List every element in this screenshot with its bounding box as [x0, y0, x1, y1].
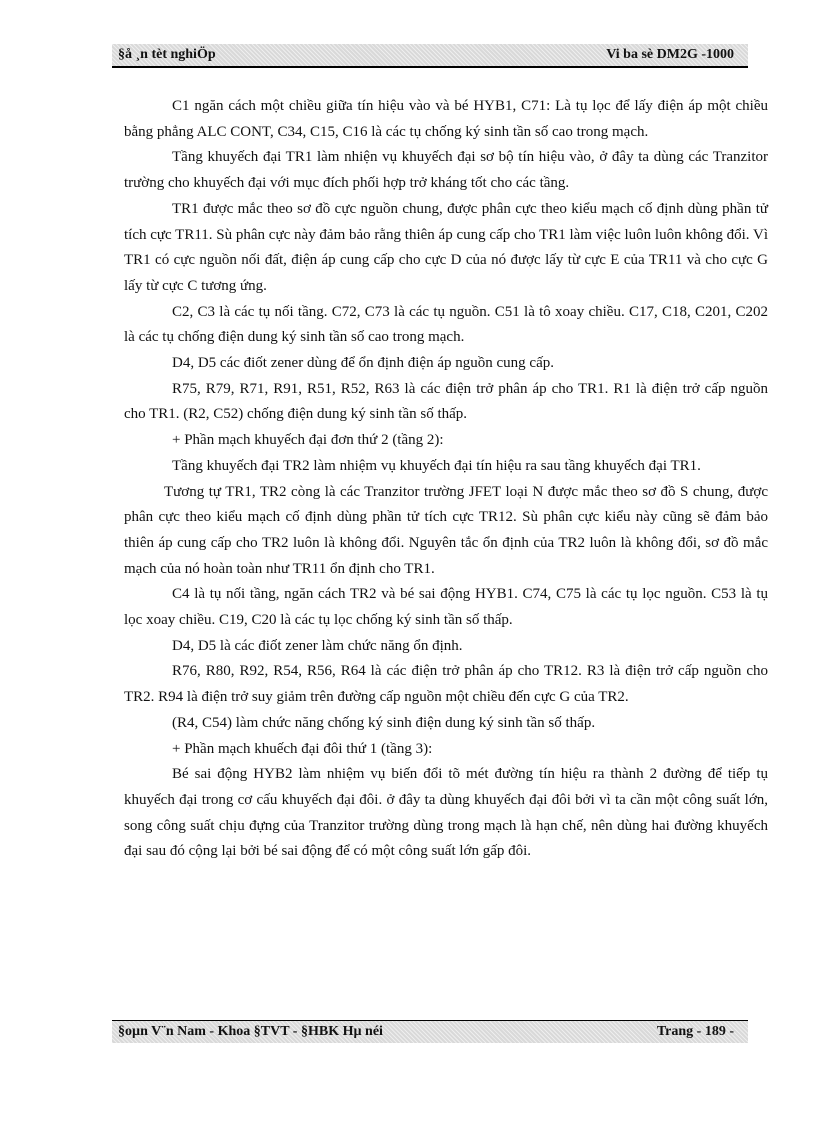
paragraph: Tương tự TR1, TR2 còng là các Tranzitor trường JFET loại N được mắc theo sơ đồ S chung, được phân cực theo kiểu mạch cố định dùng phần tử tích cực TR12. Sù phân cực kiểu này cũng sẽ đảm bảo thiên áp cung cấp cho TR2 luôn là không đổi. Nguyên tắc ổn định của TR2 luôn là không đổi, sơ đồ mắc mạch của nó hoàn toàn như TR11 ổn định cho TR1.: [124, 483, 768, 577]
paragraph: R75, R79, R71, R91, R51, R52, R63 là các điện trở phân áp cho TR1. R1 là điện trở cấp nguồn cho TR1. (R2, C52) chống điện dung ký sinh tần số thấp.: [124, 380, 768, 423]
paragraph: Tầng khuyếch đại TR1 làm nhiện vụ khuyếch đại sơ bộ tín hiệu vào, ở đây ta dùng các Tranzitor trường cho khuyếch đại với mục đích phối hợp trở kháng tốt cho các tầng.: [124, 149, 768, 192]
body-text: [124, 94, 768, 865]
paragraph: C2, C3 là các tụ nối tầng. C72, C73 là các tụ nguồn. C51 là tô xoay chiều. C17, C18, C201, C202 là các tụ chống điện dung ký sinh tần số cao trong mạch.: [124, 303, 768, 346]
paragraph: C4 là tụ nối tầng, ngăn cách TR2 và bé sai động HYB1. C74, C75 là các tụ lọc nguồn. C53 là tụ lọc xoay chiều. C19, C20 là các tụ lọc chống ký sinh tần số thấp.: [124, 586, 768, 629]
paragraph: C1 ngăn cách một chiều giữa tín hiệu vào và bé HYB1, C71: Là tụ lọc để lấy điện áp một chiều bằng phẳng ALC CONT, C34, C15, C16 là các tụ chống ký sinh tần số cao trong mạch.: [124, 98, 768, 140]
paragraph: Bé sai động HYB2 làm nhiệm vụ biến đổi tõ mét đường tín hiệu ra thành 2 đường để tiếp tụ khuyếch đại trong cơ cấu khuyếch đại đôi. ở đây ta dùng khuyếch đại đôi bởi vì ta cần một công suất lớn, song công suất chịu đựng của Tranzitor trường dùng trong mạch là hạn chế, nên dùng hai đường khuyếch đại sau đó cộng lại bởi bé sai động để có một công suất lớn gấp đôi.: [124, 766, 768, 860]
footer-page-number: Trang - 189 -: [656, 1024, 734, 1039]
page-header: [112, 44, 748, 68]
paragraph: Tầng khuyếch đại TR2 làm nhiệm vụ khuyếch đại tín hiệu ra sau tầng khuyếch đại TR1.: [172, 457, 701, 474]
paragraph: (R4, C54) làm chức năng chống ký sinh điện dung ký sinh tần số thấp.: [172, 714, 596, 731]
section-heading: + Phần mạch khuếch đại đôi thứ 1 (tầng 3):: [172, 740, 433, 757]
header-document-title: §å ¸n tèt nghiÖp: [118, 47, 216, 62]
paragraph: R76, R80, R92, R54, R56, R64 là các điện trở phân áp cho TR12. R3 là điện trở cấp nguồn cho TR2. R94 là điện trở suy giảm trên đường cấp nguồn một chiều đến cực G của TR2.: [124, 663, 768, 706]
paragraph: D4, D5 là các điốt zener làm chức năng ổn định.: [172, 637, 463, 654]
header-chapter-title: Vi ba sè DM2G -1000: [606, 47, 734, 62]
paragraph: TR1 được mắc theo sơ đồ cực nguồn chung, được phân cực theo kiểu mạch cố định dùng phần tử tích cực TR11. Sù phân cực này đảm bảo rằng thiên áp cung cấp cho TR1 làm việc luôn luôn không đổi. Vì TR1 có cực nguồn nối đất, điện áp cung cấp cho cực D của nó được lấy từ cực E của TR11 và cho cực G lấy từ cực C tương ứng.: [124, 200, 768, 294]
footer-author: §oµn V¨n Nam - Khoa §TVT - §HBK Hµ néi: [118, 1024, 383, 1039]
section-heading: + Phần mạch khuyếch đại đơn thứ 2 (tầng 2):: [172, 432, 444, 449]
paragraph: D4, D5 các điốt zener dùng để ổn định điện áp nguồn cung cấp.: [172, 355, 554, 372]
page-footer: [112, 1020, 748, 1043]
